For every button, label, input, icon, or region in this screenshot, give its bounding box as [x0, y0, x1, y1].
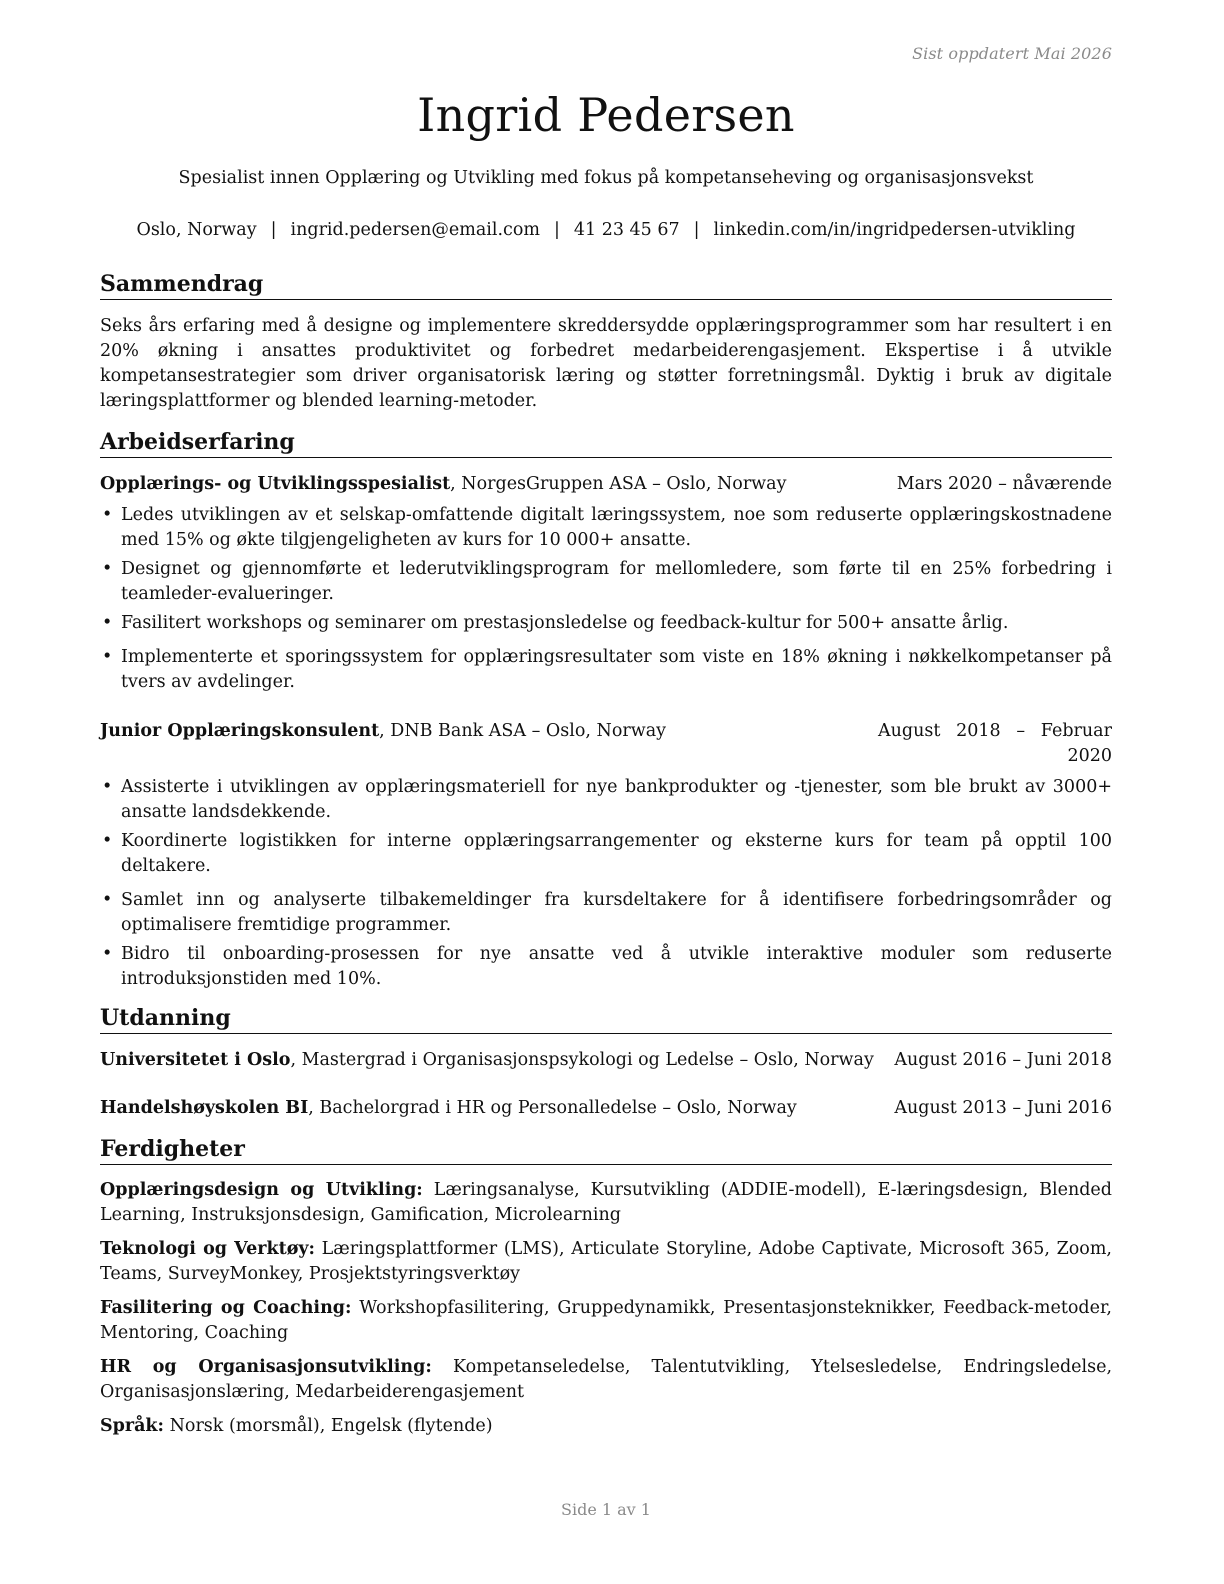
candidate-name: Ingrid Pedersen [417, 88, 795, 142]
job-role: Opplærings- og Utviklingsspesialist [100, 474, 451, 494]
job-header [100, 472, 1112, 497]
job-company: , DNB Bank ASA – Oslo, Norway [379, 721, 667, 741]
job-entry [100, 719, 1112, 992]
contact-linkedin[interactable]: linkedin.com/in/ingridpedersen-utvikling [713, 220, 1076, 240]
job-entry [100, 472, 1112, 695]
job-dates: August 2018 – Februar 2020 [878, 721, 1112, 766]
skill-label: Språk: [100, 1416, 165, 1436]
last-updated: Sist oppdatert Mai 2026 [912, 44, 1112, 63]
skill-text: Workshopfasilitering, Gruppedynamikk, Presentasjonsteknikker, Feedback-metoder, Mentoring, Coaching [100, 1298, 1112, 1343]
skill-label: Fasilitering og Coaching: [100, 1298, 352, 1318]
page-number: Side 1 av 1 [561, 1500, 651, 1519]
job-header [100, 719, 1112, 769]
skill-text: Norsk (morsmål), Engelsk (flytende) [164, 1416, 493, 1436]
contact-line [0, 220, 1212, 240]
job-bullets [100, 775, 1112, 992]
education-degree: , Mastergrad i Organisasjonspsykologi og Ledelse – Oslo, Norway [290, 1050, 874, 1070]
contact-separator: | [270, 220, 277, 240]
section-title-education: Utdanning [100, 1004, 1112, 1034]
summary-text: Seks års erfaring med å designe og implementere skreddersydde opplæringsprogrammer som har resultert i en 20% økning i ansattes produktivitet og forbedret medarbeiderengasjement. Ekspertise i å utvikle kompetansestrategier som driver organisatorisk læring og støtter forretningsmål. Dyktig i bruk av digitale læringsplattformer og blended learning-metoder. [100, 316, 1112, 411]
skill-group [100, 1355, 1112, 1405]
education-entry [100, 1048, 1112, 1073]
skill-group [100, 1296, 1112, 1346]
resume-content [100, 270, 1112, 1439]
job-bullet: • Assisterte i utviklingen av opplæringsmateriell for nye bankprodukter og -tjenester, som ble brukt av 3000+ ansatte landsdekkende. [100, 775, 1112, 825]
education-entry [100, 1096, 1112, 1121]
skill-group [100, 1237, 1112, 1287]
skill-text: Læringsplattformer (LMS), Articulate Storyline, Adobe Captivate, Microsoft 365, Zoom, Teams, SurveyMonkey, Prosjektstyringsverktøy [100, 1239, 1112, 1284]
skill-group [100, 1414, 1112, 1439]
education-school: Handelshøyskolen BI [100, 1098, 309, 1118]
contact-phone: 41 23 45 67 [573, 220, 680, 240]
education-degree: , Bachelorgrad i HR og Personalledelse – Oslo, Norway [308, 1098, 797, 1118]
contact-email[interactable]: ingrid.pedersen@email.com [290, 220, 540, 240]
contact-separator: | [553, 220, 560, 240]
skill-text: Læringsanalyse, Kursutvikling (ADDIE-modell), E-læringsdesign, Blended Learning, Instruksjonsdesign, Gamification, Microlearning [100, 1180, 1112, 1225]
job-bullet: • Implementerte et sporingssystem for opplæringsresultater som viste en 18% økning i nøkkelkompetanser på tvers av avdelinger. [100, 645, 1112, 695]
job-bullet: • Samlet inn og analyserte tilbakemeldinger fra kursdeltakere for å identifisere forbedringsområder og optimalisere fremtidige programmer. [100, 888, 1112, 938]
job-bullets [100, 503, 1112, 695]
section-title-summary: Sammendrag [100, 270, 1112, 300]
skill-label: HR og Organisasjonsutvikling: [100, 1357, 432, 1377]
education-title-line [100, 1048, 874, 1073]
job-role: Junior Opplæringskonsulent [100, 721, 380, 741]
job-title-line [100, 719, 666, 769]
skill-label: Teknologi og Verktøy: [100, 1239, 316, 1259]
job-bullet: • Bidro til onboarding-prosessen for nye ansatte ved å utvikle interaktive moduler som reduserte introduksjonstiden med 10%. [100, 942, 1112, 992]
contact-separator: | [693, 220, 700, 240]
skill-group [100, 1178, 1112, 1228]
job-title-line [100, 472, 786, 497]
job-bullet: • Ledes utviklingen av et selskap-omfattende digitalt læringssystem, noe som reduserte opplæringskostnadene med 15% og økte tilgjengeligheten av kurs for 10 000+ ansatte. [100, 503, 1112, 553]
education-dates: August 2013 – Juni 2016 [894, 1098, 1112, 1118]
education-school: Universitetet i Oslo [100, 1050, 291, 1070]
skill-label: Opplæringsdesign og Utvikling: [100, 1180, 423, 1200]
job-bullet: • Designet og gjennomførte et lederutviklingsprogram for mellomledere, som førte til en 25% forbedring i teamleder-evalueringer. [100, 557, 1112, 607]
contact-location: Oslo, Norway [136, 220, 257, 240]
job-bullet: • Koordinerte logistikken for interne opplæringsarrangementer og eksterne kurs for team på opptil 100 deltakere. [100, 829, 1112, 879]
job-company: , NorgesGruppen ASA – Oslo, Norway [450, 474, 787, 494]
education-title-line [100, 1096, 797, 1121]
job-dates: Mars 2020 – nåværende [896, 474, 1112, 494]
skill-text: Kompetanseledelse, Talentutvikling, Ytelsesledelse, Endringsledelse, Organisasjonslæring, Medarbeiderengasjement [100, 1357, 1113, 1402]
section-title-skills: Ferdigheter [100, 1135, 1112, 1165]
education-dates: August 2016 – Juni 2018 [894, 1050, 1112, 1070]
tagline: Spesialist innen Opplæring og Utvikling med fokus på kompetanseheving og organisasjonsvekst [178, 168, 1034, 188]
job-bullet: • Fasilitert workshops og seminarer om prestasjonsledelse og feedback-kultur for 500+ ansatte årlig. [100, 611, 1112, 636]
section-title-experience: Arbeidserfaring [100, 428, 1112, 458]
